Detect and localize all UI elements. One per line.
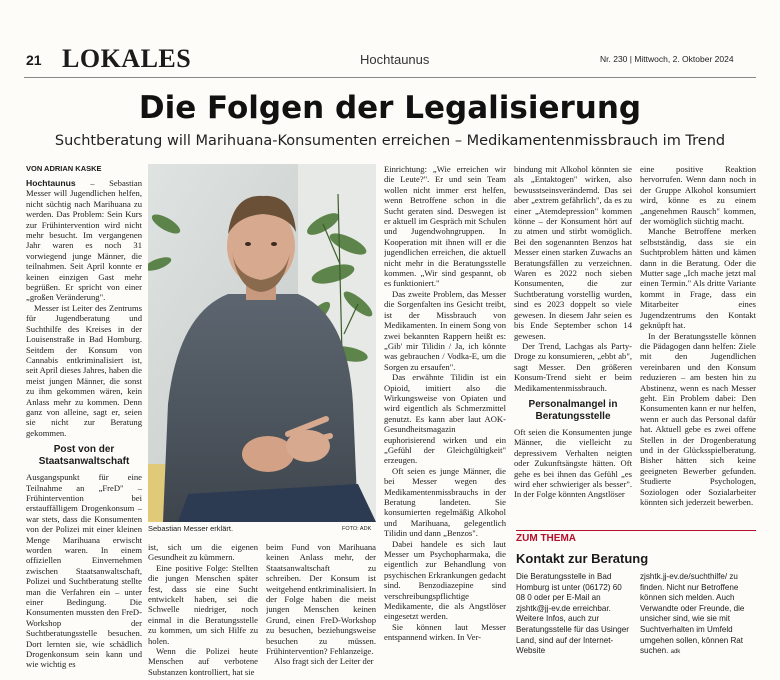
byline: VON ADRIAN KASKE <box>26 164 102 173</box>
col5-paragraph-1: bindung mit Alkohol könnten sie als „Entaktogen" wirken, also bewusstseinsverändernd. Das sei aber „extrem gefährlich", da es zu einer „Atemdepression" kommen könne – der Konsument hört auf zu atmen und stirbt womöglich. Bei den sogenannten Benzos hat Messer einen starken Zuwachs an Beratungsfällen zu verzeichnen. Waren es 2022 noch sieben Konsumenten, die zur Suchtberatung vorstellig wurden, sind es 2023 doppelt so viele gewesen. In diesem Jahr seien es bis Ende September schon 14 gewesen. <box>514 164 632 341</box>
col2-paragraph-1: ist, sich um die eigenen Gesundheit zu kümmern. <box>148 542 258 563</box>
col6-paragraph-1: eine positive Reaktion hervorrufen. Wenn dann noch in der Gruppe Alkohol konsumiert wird, könne es zu einem „angenehmen Rausch" kommen, der womöglich süchtig macht. <box>640 164 756 227</box>
infobox-text-2-body: zjshtk.jj-ev.de/suchthilfe/ zu finden. Nicht nur Betroffene können sich melden. Auch Verwandte oder Freunde, die unsicher sind, wie sie mit Suchtverhalten im Umfeld umgehen sollen, können Rat suchen. <box>640 572 745 656</box>
col4-paragraph-6: Sie können laut Messer entspannend wirken. In Ver- <box>384 621 506 643</box>
col5-paragraph-2: Der Trend, Lachgas als Party-Droge zu konsumieren, „ebbt ab", sagt Messer. Den größeren Konsum-Trend sieht er beim Medikamentenmissbrauch. <box>514 340 632 393</box>
col6-paragraph-3: In der Beratungsstelle können die Pädagogen dann helfen: Ziele mit den Jugendlichen vereinbaren und den Konsum reduzieren – am besten hin zu Abstinenz, wenn es nach Messer geht. Ein Problem dabei: Den Konsumenten kann er nur helfen, wenn er auch das Personal dafür hat. Aktuell gebe es zwei offene Stellen in der Drogenberatung und in der Glücksspielberatung. Bisher hätten sich keine geeigneten Bewerber gefunden. Studierte Psychologen, Soziologen oder Sozialarbeiter könnten sich jederzeit bewerben. <box>640 330 756 507</box>
dateline: Hochtaunus <box>26 178 76 188</box>
article-photo <box>148 164 376 522</box>
issue-info: Nr. 230 | Mittwoch, 2. Oktober 2024 <box>600 54 734 64</box>
article-column-5 <box>514 164 632 526</box>
col1-subheading: Post von der Staatsanwaltschaft <box>38 444 130 468</box>
infobox-text-2 <box>640 572 756 678</box>
col4-paragraph-5: Dabei handele es sich laut Messer um Psychopharmaka, die eigentlich zur Behandlung von psychischen Erkrankungen gedacht sind. Benzodiazepine sind verschreibungspflichtige Medikamente, die als Angstlöser eingesetzt werden. <box>384 538 506 622</box>
section-title: LOKALES <box>62 44 192 73</box>
col4-paragraph-1: Einrichtung: „Wie erreichen wir die Leute?". Er und sein Team wollen nicht immer erst helfen, wenn Betroffene schon in die Sucht geraten sind. Deswegen ist er aktuell im Gespräch mit Schulen und Jugendwohngruppen. In Kooperation mit ihnen will er die jugendlichen erreichen, die aktuell nicht mehr in die Beratungsstelle kommen. „Wir sind gespannt, ob es funktioniert." <box>384 164 506 289</box>
photo-caption: Sebastian Messer erklärt. <box>148 524 234 533</box>
region-label: Hochtaunus <box>360 52 430 67</box>
col1-paragraph-3: Ausgangspunkt für eine Teilnahme an „FreD" – Frühintervention bei erstauffälligem Drogenkonsum – war stets, dass die Konsumenten von der Polizei mit einer kleinen Menge Marihuana erwischt worden waren. In einem offiziellen Einvernehmen zwischen Staatsanwaltschaft, Polizei und Suchtberatung stellte man die Verfahren ein – unter einer Bedingung. Die Konsumenten mussten den FreD-Workshop der Suchtberatungsstelle besuchen. Dort lernten sie, wie schädlich Drogenkonsum sein kann und wie wichtig es <box>26 472 142 670</box>
infobox-rule <box>516 530 756 531</box>
col4-paragraph-4: Oft seien es junge Männer, die bei Messer wegen des Medikamentenmissbrauchs in der Beratung landeten. Sie konsumierten regelmäßig Alkohol und Marihuana, gelegentlich Tilidin und dann „Benzos". <box>384 465 506 539</box>
col4-paragraph-2: Das zweite Problem, das Messer die Sorgenfalten ins Gesicht treibt, ist der Missbrauch von Medikamenten. In einem Song von zwei bekannten Rappern heißt es: „Gib' mir Tilidin / Ja, ich könnte was gebrauchen / Vodka-E, um die Sorgen zu ersaufen". <box>384 288 506 372</box>
portrait-illustration <box>148 164 376 522</box>
article-column-1 <box>26 178 142 678</box>
col4-paragraph-3: Das erwähnte Tilidin ist ein Opioid, imitiert also die Wirkungsweise von Opiaten und wird eigentlich als Schmerzmittel genutzt. Es kann aber laut AOK-Gesundheitsmagazin euphorisierend wirken und ein „Gefühl der Gleichgültigkeit" erzeugen. <box>384 372 506 466</box>
article-column-4 <box>384 164 506 678</box>
headline: Die Folgen der Legalisierung <box>138 90 642 126</box>
page-number: 21 <box>26 52 42 68</box>
header-rule <box>24 77 756 78</box>
col5-paragraph-3: Oft seien die Konsumenten junge Männer, die vielleicht zu depressivem Verhalten neigten oder Zukunftsängste hätten. Oft gehe es bei ihnen das Gefühl „es wird eher schwieriger als besser". In der Folge könnten Angstlöser <box>514 426 632 500</box>
col1-paragraph-1: – Sebastian Messer will Jugendlichen helfen, nicht süchtig nach Marihuana zu werden. Das Problem: Sein Kurs zur Frühintervention wird nicht mehr besucht. Im vergangenen Jahr waren es noch 31 vorwiegend junge Männer, die teilnahmen. Seit April konnte er keinen einzigen Gast mehr begrüßen. Er spricht von einer „großen Veränderung". <box>26 178 142 303</box>
infobox-title: Kontakt zur Beratung <box>516 551 649 566</box>
col2-paragraph-3: Wenn die Polizei heute Menschen auf verbotene Substanzen kontrolliert, hat sie <box>148 646 258 677</box>
col1-paragraph-2: Messer ist Leiter des Zentrums für Jugendberatung und Suchthilfe des Kreises in der Louisenstraße in Bad Homburg. Seitdem der Konsum von Cannabis entkriminalisiert ist, seit April dieses Jahres, haben die meist jungen Männer, die sonst zu ihm gekommen wären, kein Anlass mehr zu kommen. Denn ganz von alleine, sagt er, seien sie nicht zur Beratung gekommen. <box>26 302 142 438</box>
article-column-3 <box>266 542 376 678</box>
infobox-kicker: ZUM THEMA <box>516 533 576 544</box>
col2-paragraph-2: Eine positive Folge: Stellten die jungen Menschen später fest, dass sie eine Sucht entwickelt haben, sei die Schwelle niedriger, noch einmal in die Beratungsstelle zu kommen, um sich Hilfe zu holen. <box>148 562 258 646</box>
col5-subheading: Personalmangel in Beratungsstelle <box>528 398 618 422</box>
subheadline: Suchtberatung will Marihuana-Konsumenten erreichen – Medikamentenmissbrauch im Trend <box>54 133 726 149</box>
article-column-6 <box>640 164 756 526</box>
photo-credit: FOTO: ADK <box>342 526 372 532</box>
col6-paragraph-2: Manche Betroffene merken selbstständig, dass sie ein Suchtproblem hätten und kämen dann in die Beratung. Oder die Mutter sage „Ich mache jetzt mal einen Termin." Als dritte Variante kommt in Frage, dass ein Mitarbeiter eines Jugendzentrums den Kontakt geknüpft hat. <box>640 226 756 331</box>
col3-paragraph-1: beim Fund von Marihuana keinen Anlass mehr, der Staatsanwaltschaft zu schreiben. Der Konsum ist weitgehend entkriminalisiert. In der Folge haben die meist jungen Menschen keinen Grund, einen FreD-Workshop zu besuchen, beziehungsweise besuchen zu müssen. Frühintervention? Fehlanzeige. <box>266 542 376 657</box>
infobox-text-1: Die Beratungsstelle in Bad Homburg ist unter (06172) 60 08 0 oder per E-Mail an zjshtk@jj-ev.de erreichbar. Weitere Infos, auch zur Beratungsstelle für das Usinger Land, sind auf der Internet-Website <box>516 572 629 656</box>
infobox-signature: adk <box>670 649 681 656</box>
col3-paragraph-2: Also fragt sich der Leiter der <box>274 656 374 667</box>
article-column-2 <box>148 542 258 678</box>
